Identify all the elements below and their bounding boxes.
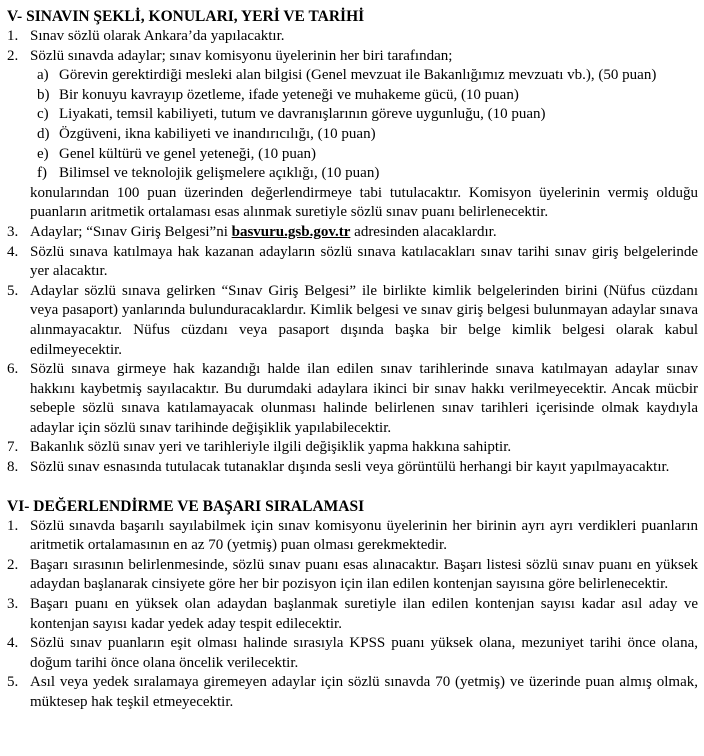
sub-item-letter: c) — [37, 106, 49, 123]
item-number: 4. — [7, 635, 19, 652]
section-5-item-1 — [7, 27, 698, 47]
item-number: 3. — [7, 223, 19, 240]
item-text: Sözlü sınava katılmaya hak kazanan adayların sözlü sınava katılacakları sınav tarihi sınav giriş belgelerinde yer alacaktır. — [30, 243, 698, 280]
sub-item-c — [37, 105, 698, 125]
item-text: Sözlü sınav esnasında tutulacak tutanaklar dışında sesli veya görüntülü herhangi bir kayıt yapılmayacaktır. — [30, 459, 670, 476]
section-6-item-4 — [7, 634, 698, 673]
item-number: 2. — [7, 47, 19, 64]
sub-item-e — [37, 145, 698, 165]
item-text: Sınav sözlü olarak Ankara’da yapılacaktır. — [30, 28, 285, 44]
item-text: Başarı puanı en yüksek olan adaydan başlanmak suretiyle ilan edilen kontenjan sayısı kadar asıl aday ve kontenjan sayısı kadar yedek aday tespit edilecektir. — [30, 596, 698, 632]
section-5-item-7 — [7, 438, 698, 458]
section-6-item-1 — [7, 517, 698, 556]
item-number: 1. — [7, 517, 19, 534]
section-5-item-2 — [7, 47, 698, 67]
section-6-heading: VI- DEĞERLENDİRME VE BAŞARI SIRALAMASI — [7, 497, 365, 515]
sub-item-letter: f) — [37, 165, 47, 182]
section-5-item-4 — [7, 243, 698, 282]
item-text: Sözlü sınav puanların eşit olması halinde sırasıyla KPSS puanı yüksek olana, mezuniyet tarihi önce olana, doğum tarihi önce olana öncelik verilecektir. — [30, 635, 698, 671]
application-link[interactable]: basvuru.gsb.gov.tr — [231, 223, 351, 240]
section-6-item-3 — [7, 595, 698, 634]
item-text: Adaylar sözlü sınava gelirken “Sınav Giriş Belgesi” ile birlikte kimlik belgelerinden birini (Nüfus cüzdanı veya pasaport) yanlarında bulunduracaklardır. Kimlik belgesi ve sınav giriş belgesi bulunmayan adaylar sınava alınmayacaktır. Nüfus cüzdanı veya pasaport dışında başka bir belge kimlik belgesi olarak kabul edilmeyecektir. — [30, 282, 698, 358]
item-number: 6. — [7, 361, 19, 378]
item-number: 4. — [7, 243, 19, 260]
item-number: 8. — [7, 459, 19, 476]
sub-item-d — [37, 125, 698, 145]
sub-item-b — [37, 86, 698, 106]
item-text: Sözlü sınavda başarılı sayılabilmek için sınav komisyonu üyelerinin her birinin ayrı ayrı verdikleri puanların aritmetik ortalamasının en az 70 (yetmiş) puan olması gerekmektedir. — [30, 517, 698, 554]
item-text-post: adresinden alacaklardır. — [350, 223, 497, 240]
sub-item-letter: b) — [37, 86, 50, 103]
item-text: Sözlü sınava girmeye hak kazandığı halde ilan edilen sınav tarihlerinde sınava katılmayan adaylar sınav hakkını kaybetmiş sayılacaktır. Bu durumdaki adaylara ikinci bir sınav hakkı verilmeyecektir. Ancak mücbir sebeple sözlü sınava katılamayacak olunması halinde belirlenen sınav tarihleri içerisinde olmak kaydıyla adaylar için sözlü sınav tarihinde değişiklik yapılabilecektir. — [30, 361, 698, 436]
sub-item-letter: a) — [37, 67, 49, 84]
sub-item-text: Genel kültürü ve genel yeteneği, (10 puan) — [59, 145, 316, 162]
item-number: 7. — [7, 439, 19, 456]
sub-item-a — [37, 66, 698, 86]
section-5-item-3 — [7, 223, 698, 243]
item-text-pre: Adaylar; “Sınav Giriş Belgesi”ni — [30, 223, 232, 240]
item-text — [30, 223, 698, 243]
item-text: Bakanlık sözlü sınav yeri ve tarihleriyle ilgili değişiklik yapma hakkına sahiptir. — [30, 439, 512, 456]
section-5-item-8 — [7, 458, 698, 478]
section-6-item-5 — [7, 673, 698, 712]
sub-item-text: Liyakati, temsil kabiliyeti, tutum ve davranışlarının göreve uygunluğu, (10 puan) — [59, 106, 546, 123]
item-number: 5. — [7, 282, 19, 299]
sub-item-f — [37, 164, 698, 184]
item-text: Başarı sırasının belirlenmesinde, sözlü sınav puanı esas alınacaktır. Başarı listesi sözlü sınav puanı en yüksek adaydan başlanarak cinsiyete göre her bir pozisyon için ilan edilen kontenjan sayısına göre belirlenecektir. — [30, 556, 698, 593]
sub-item-text: Bir konuyu kavrayıp özetleme, ifade yeteneği ve muhakeme gücü, (10 puan) — [59, 86, 519, 103]
item-2-continuation: konularından 100 puan üzerinden değerlendirmeye tabi tutulacaktır. Komisyon üyelerinin vermiş olduğu puanların aritmetik ortalaması esas alınmak suretiyle sözlü sınav puanı belirlenecektir. — [30, 184, 698, 221]
section-5-item-6 — [7, 360, 698, 438]
item-number: 2. — [7, 556, 19, 573]
item-number: 1. — [7, 28, 19, 44]
section-5-heading: V- SINAVIN ŞEKLİ, KONULARI, YERİ VE TARİHİ — [7, 8, 365, 25]
item-text: Sözlü sınavda adaylar; sınav komisyonu üyelerinin her biri tarafından; — [30, 47, 453, 64]
sub-item-text: Özgüveni, ikna kabiliyeti ve inandırıcılığı, (10 puan) — [59, 125, 376, 142]
item-number: 5. — [7, 674, 19, 691]
sub-item-letter: d) — [37, 125, 50, 142]
item-text: Asıl veya yedek sıralamaya giremeyen adaylar için sözlü sınavda 70 (yetmiş) ve üzerinde puan almış olmak, müktesep hak teşkil etmeyecektir. — [30, 674, 698, 710]
sub-item-letter: e) — [37, 145, 49, 162]
sub-item-text: Görevin gerektirdiği mesleki alan bilgisi (Genel mevzuat ile Bakanlığımız mevzuatı vb.), (50 puan) — [59, 67, 657, 84]
section-5-item-5 — [7, 282, 698, 360]
sub-item-text: Bilimsel ve teknolojik gelişmelere açıklığı, (10 puan) — [59, 165, 380, 182]
section-6-item-2 — [7, 556, 698, 595]
item-number: 3. — [7, 596, 19, 613]
